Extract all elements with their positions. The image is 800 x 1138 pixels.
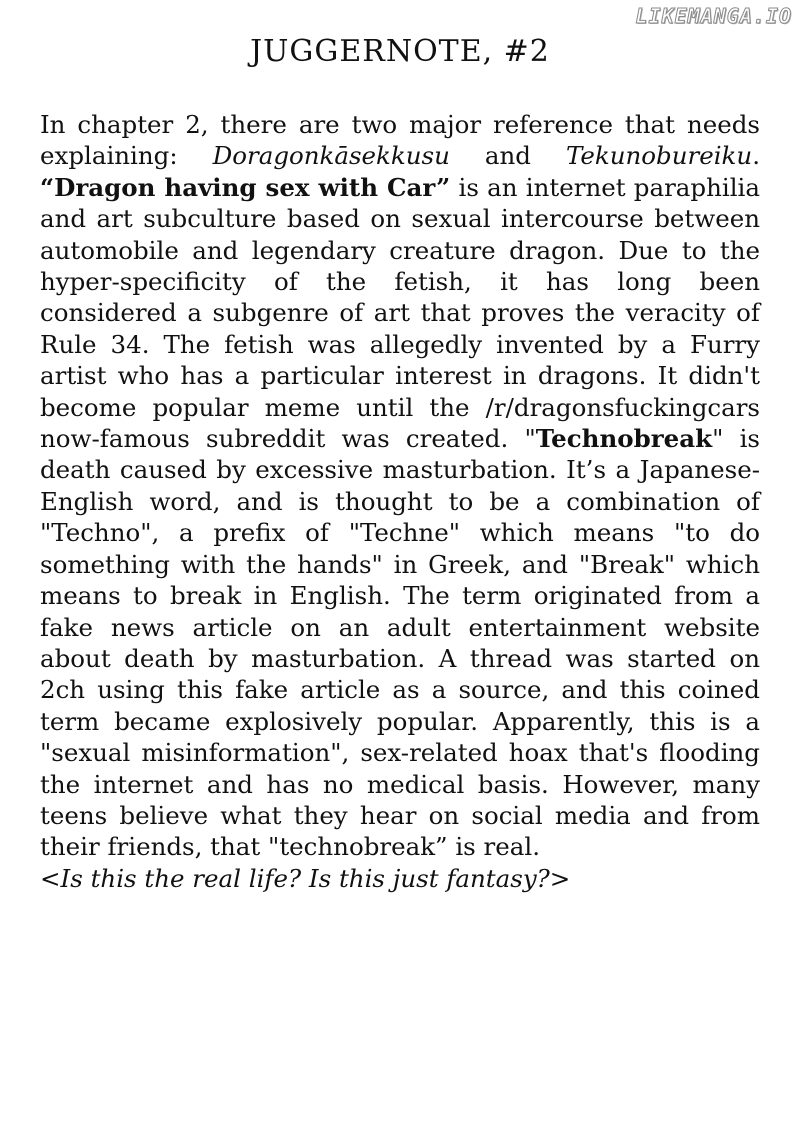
page-title: JUGGERNOTE, #2 (250, 34, 550, 69)
body-text-segment: and (449, 141, 566, 171)
bold-phrase-dragon: “Dragon having sex with Car” (40, 172, 451, 202)
body-text-segment: In chapter 2, there are two major reference that needs explaining: (40, 110, 760, 171)
site-watermark: LIKEMANGA.IO (635, 4, 792, 28)
body-paragraph (40, 109, 760, 894)
body-text-segment: . (752, 141, 760, 171)
body-text-segment: " is death caused by excessive masturbation. It’s a Japanese-English word, and is thought to be a combination of "Techno", a prefix of "Techne" which means "to do something with the hands" in Greek, and "Break" which means to break in English. The term originated from a fake news article on an adult entertainment website about death by masturbation. A thread was started on 2ch using this fake article as a source, and this coined term became explosively popular. Apparently, this is a "sexual misinformation", sex-related hoax that's flooding the internet and has no medical basis. However, many teens believe what they hear on social media and from their friends, that "technobreak” is real. (40, 424, 761, 862)
closing-quote: <Is this the real life? Is this just fantasy?> (40, 863, 571, 893)
term-tekunobureiku: Tekunobureiku (565, 141, 753, 171)
term-doragonkasekkusu: Doragonkāsekkusu (212, 141, 450, 171)
body-text-segment: is an internet paraphilia and art subculture based on sexual intercourse between automobile and legendary creature dragon. Due to the hyper-specificity of the fetish, it has long been considered a subgenre of art that proves the veracity of Rule 34. The fetish was allegedly invented by a Furry artist who has a particular interest in dragons. It didn't become popular meme until the /r/dragonsfuckingcars now-famous subreddit was created. " (40, 172, 760, 454)
bold-phrase-technobreak: Technobreak (535, 424, 713, 454)
